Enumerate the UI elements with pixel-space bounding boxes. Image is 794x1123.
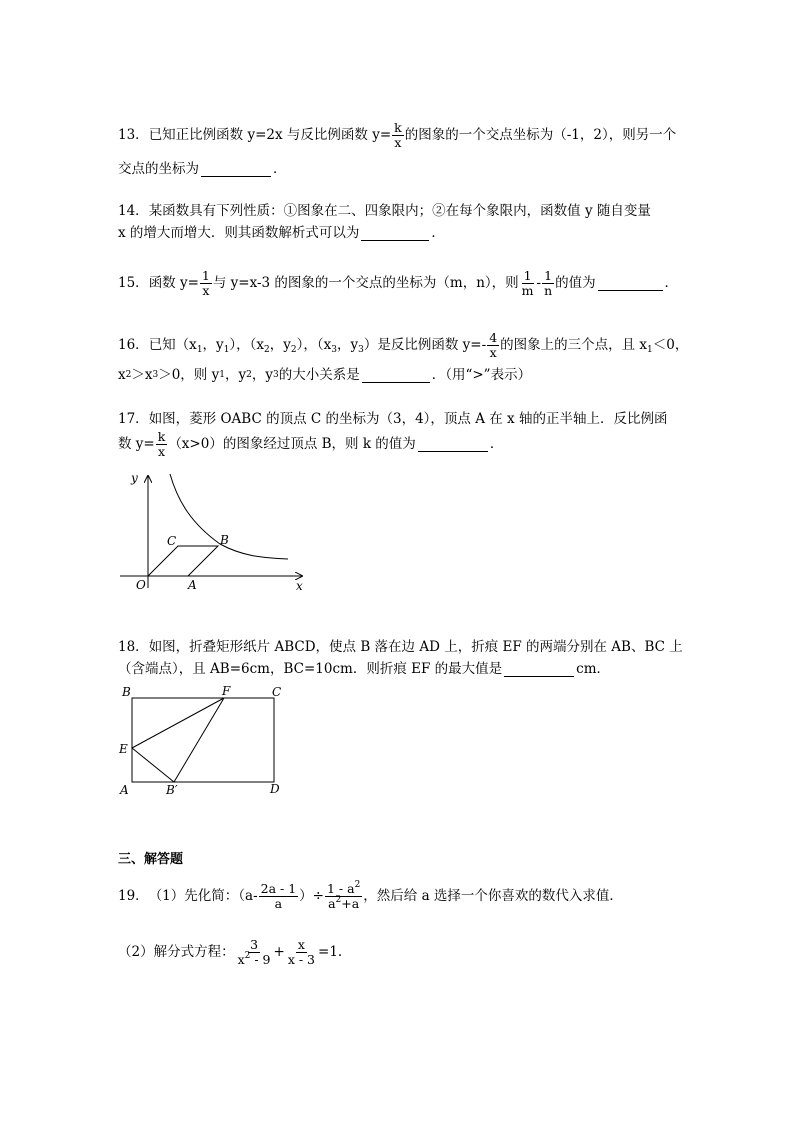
q19-g2-num: x	[297, 936, 305, 952]
q16-seg: ，y	[224, 367, 247, 383]
q16-fraction	[487, 331, 499, 360]
q14-line-2	[118, 222, 678, 244]
q16-seg: ），（x	[229, 337, 265, 353]
q15-text-d: ．	[664, 275, 678, 291]
q18-figure	[114, 682, 289, 800]
q19-fraction-1	[259, 882, 299, 911]
q19-f2-den-sup: 2	[335, 894, 342, 905]
q15-fraction-3	[542, 269, 554, 298]
rectangle-abcd	[132, 698, 274, 782]
q15-number: 15．	[118, 275, 149, 291]
q16-seg: 的图象上的三个点，且 x	[500, 337, 648, 353]
q15-fraction-1	[200, 269, 212, 298]
q19-part-2	[118, 932, 678, 972]
q19-g1-num: 3	[250, 936, 259, 952]
q16-number: 16．	[118, 337, 149, 353]
fold-triangle	[132, 698, 224, 782]
q16-seg: 的大小关系是	[278, 367, 360, 383]
q19-text-b: ）÷	[299, 888, 324, 904]
q16-seg: x	[118, 367, 126, 383]
question-18	[118, 636, 683, 680]
q14-text-b: x 的增大而增大．则其函数解析式可以为	[118, 225, 360, 241]
q19-plus: +	[273, 944, 285, 960]
q17-text-a: 如图，菱形 OABC 的顶点 C 的坐标为（3，4），顶点 A 在 x 轴的正半轴上．反比例函	[148, 411, 668, 427]
q16-seg: ＞0，则 y	[158, 367, 220, 383]
q15-line-1	[118, 267, 678, 298]
q15-text-b: 与 y=x-3 的图象的一个交点的坐标为（m，n），则	[212, 275, 519, 291]
q15-text-a: 函数 y=	[148, 275, 199, 291]
q16-sub: 2	[290, 345, 297, 355]
q17-frac-den: x	[157, 443, 166, 459]
q18-text-a: 如图，折叠矩形纸片 ABCD，使点 B 落在边 AD 上，折痕 EF 的两端分别在 AB、BC 上	[148, 639, 683, 655]
label-e: E	[119, 742, 128, 756]
q19-f2-den	[326, 894, 361, 911]
label-b: B	[220, 533, 229, 547]
q14-number: 14．	[118, 203, 149, 219]
q16-frac-den: x	[489, 344, 497, 360]
q13-line-2	[118, 158, 678, 180]
label-o: O	[136, 578, 146, 592]
q19-g1-den-sup: 2	[244, 950, 251, 961]
q16-seg: ．（用“>”表示）	[431, 367, 532, 383]
q17-text-b: 数 y=	[118, 436, 155, 452]
q19-f2-num	[325, 879, 362, 897]
q13-fraction	[392, 121, 404, 150]
q17-answer-blank[interactable]	[418, 437, 488, 452]
q19-part-1	[118, 876, 678, 916]
question-16	[118, 329, 689, 386]
q13-text-a: 已知正比例函数 y=2x 与反比例函数 y=	[148, 127, 392, 143]
q17-text-c: （x>0）的图象经过顶点 B，则 k 的值为	[168, 436, 416, 452]
q16-seg: ＞x	[131, 367, 153, 383]
question-15	[118, 267, 678, 298]
q19-f2-den-text-b: +a	[341, 895, 360, 911]
label-d: D	[270, 782, 280, 796]
q17-line-2	[118, 430, 678, 458]
q16-line-2: x 2 ＞x 3 ＞0，则 y 1 ，y 2 ，y 3 的大小关系是 ．（用“>”表示）	[118, 364, 678, 386]
q16-sub: 1	[223, 345, 230, 355]
q19-f2-num-sup: 2	[354, 879, 361, 890]
q15-fraction-2	[520, 269, 536, 298]
q16-text	[149, 334, 487, 356]
label-x: x	[296, 579, 303, 593]
q16-sub: 3	[358, 345, 364, 355]
q19-f2-num-text: 1 - a	[326, 880, 355, 896]
q15-frac2-den: m	[521, 282, 534, 298]
label-y: y	[131, 471, 138, 485]
q18-text-b: （含端点），且 AB=6cm，BC=10cm．则折痕 EF 的最大值是	[118, 661, 503, 677]
q13-frac-num: k	[394, 119, 402, 135]
q19-g1-den-text-b: - 9	[250, 951, 271, 967]
q13-line-1	[118, 119, 678, 150]
rhombus-oabc	[148, 546, 218, 576]
q17-number: 17．	[118, 411, 149, 427]
q16-sub: 1	[647, 345, 653, 355]
q19-text-d: （2）解分式方程：	[118, 944, 235, 960]
q15-frac1-num: 1	[201, 267, 210, 283]
q16-sub: 3	[331, 345, 338, 355]
q16-answer-blank[interactable]	[362, 368, 430, 383]
q15-minus: -	[536, 275, 542, 291]
q14-text-c: ．	[431, 225, 445, 241]
q15-frac3-den: n	[544, 282, 553, 298]
q16-seg: ），（x	[296, 337, 332, 353]
q17-line-1	[118, 408, 678, 430]
label-a: A	[188, 578, 197, 592]
q16-seg: ，y	[251, 367, 273, 383]
q16-seg: ，y	[337, 337, 359, 353]
q16-frac-num: 4	[489, 329, 498, 345]
q19-g1-den	[236, 950, 273, 967]
q13-text-c: 交点的坐标为	[118, 161, 199, 177]
q14-answer-blank[interactable]	[361, 226, 429, 241]
q13-text-b: 的图象的一个交点坐标为（-1，2），则另一个	[404, 127, 677, 143]
q16-seg: 已知（x	[148, 337, 197, 353]
q16-line-1	[118, 329, 689, 360]
question-14	[118, 200, 678, 244]
label-c: C	[167, 534, 177, 548]
q19-fraction-4	[286, 938, 317, 967]
label-b-prime: B′	[166, 783, 178, 797]
q15-frac3-num: 1	[544, 267, 553, 283]
q18-answer-blank[interactable]	[504, 662, 574, 677]
label-a: A	[120, 783, 129, 797]
q17-frac-num: k	[157, 428, 166, 444]
q19-number: 19．	[118, 888, 149, 904]
q13-text-d: ．	[273, 161, 287, 177]
q17-text-d: ．	[489, 436, 504, 452]
q19-f1-num: 2a - 1	[260, 880, 297, 896]
label-b: B	[122, 685, 131, 699]
q19-g2-den: x - 3	[287, 951, 316, 967]
q15-text-c: 的值为	[555, 275, 596, 291]
question-19	[118, 876, 678, 972]
q19-g1-den-text: x	[237, 951, 245, 967]
q15-answer-blank[interactable]	[598, 276, 663, 291]
q17-fraction	[156, 430, 168, 459]
q14-text-a: 某函数具有下列性质：①图象在二、四象限内；②在每个象限内，函数值 y 随自变量	[148, 203, 651, 219]
question-13	[118, 119, 678, 180]
q18-line-1	[118, 636, 683, 658]
section-heading: 三、解答题	[118, 852, 184, 867]
q16-sub: 1	[196, 345, 203, 355]
q18-number: 18．	[118, 639, 149, 655]
q16-seg: ，y	[202, 337, 224, 353]
q13-frac-den: x	[394, 134, 402, 150]
question-17	[118, 408, 678, 458]
q14-line-1	[118, 200, 678, 222]
q18-line-2	[118, 658, 678, 680]
q19-fraction-3	[236, 938, 273, 967]
q16-sub: 2	[264, 345, 270, 355]
q19-text-a: （1）先化简：（a-	[148, 888, 258, 904]
q16-seg: ，y	[269, 337, 291, 353]
q19-f2-den-text: a	[328, 895, 336, 911]
q19-fraction-2	[325, 879, 362, 911]
q17-figure	[112, 470, 312, 595]
q19-text-c: ，然后给 a 选择一个你喜欢的数代入求值．	[363, 888, 623, 904]
q19-f1-den: a	[274, 895, 283, 911]
label-f: F	[222, 684, 231, 698]
q16-seg: ）是反比例函数 y=-	[363, 337, 487, 353]
q13-answer-blank[interactable]	[201, 162, 271, 177]
q15-frac1-den: x	[202, 282, 210, 298]
q16-seg: ＜0，	[652, 337, 689, 353]
q18-text-c: cm．	[576, 661, 611, 677]
label-c: C	[272, 685, 282, 699]
q15-frac2-num: 1	[523, 267, 532, 283]
q16-text-2	[500, 334, 688, 356]
q19-text-e: =1.	[318, 944, 343, 960]
q13-number: 13．	[118, 127, 149, 143]
